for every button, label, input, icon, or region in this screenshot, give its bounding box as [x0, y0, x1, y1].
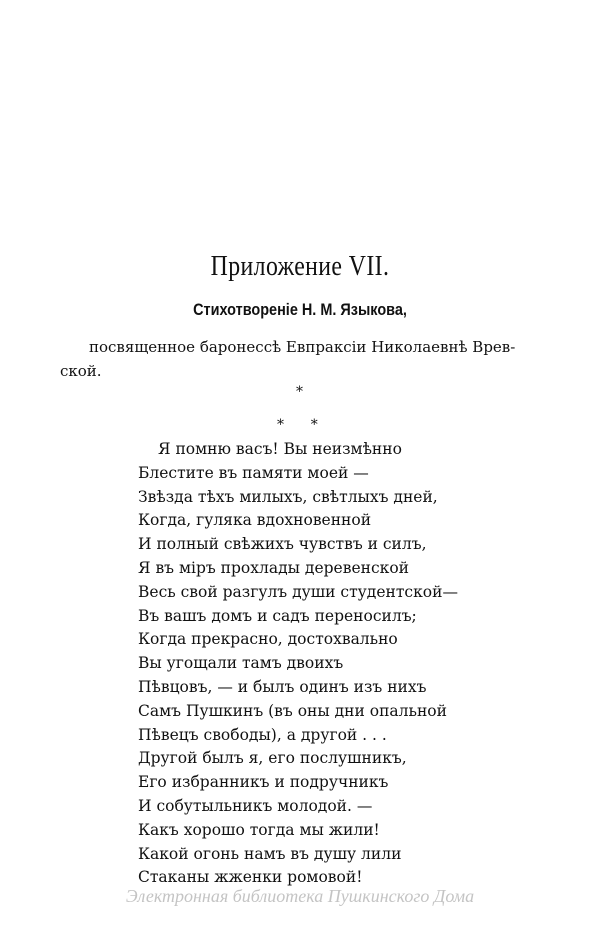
poem-line: Пѣвцовъ, — и былъ одинъ изъ нихъ: [138, 678, 427, 696]
poem-line: Звѣзда тѣхъ милыхъ, свѣтлыхъ дней,: [138, 487, 438, 506]
watermark: Электронная библиотека Пушкинского Дома: [125, 886, 475, 906]
poem-line: Другой былъ я, его послушникъ,: [138, 749, 407, 768]
dedication-line: ской.: [60, 362, 102, 380]
poem-line: Пѣвецъ свободы), а другой . . .: [138, 725, 387, 744]
poem-line: Въ вашъ домъ и садъ переносилъ;: [138, 606, 417, 625]
poem-line: Вы угощали тамъ двоихъ: [138, 654, 344, 673]
poem-line: Я помню васъ! Вы неизмѣнно: [158, 440, 402, 458]
poem-line: И полный свѣжихъ чувствъ и силъ,: [138, 535, 427, 554]
poem-line: Я въ міръ прохлады деревенской: [138, 559, 409, 577]
poem-line: Какой огонь намъ въ душу лили: [138, 844, 402, 863]
poem-line: Весь свой разгулъ души студентской—: [138, 582, 458, 601]
poem-line: И собутыльникъ молодой. —: [138, 797, 373, 815]
poem-subtitle: Стихотвореніе Н. М. Языкова,: [193, 300, 407, 319]
poem-line: Когда прекрасно, достохвально: [138, 630, 398, 649]
poem-line: Его избранникъ и подручникъ: [138, 773, 389, 792]
poem-line: Блестите въ памяти моей —: [138, 463, 369, 482]
appendix-title: Приложение VII.: [210, 250, 390, 282]
ornament-asterisks: * *: [277, 417, 318, 433]
poem-line: Стаканы жженки ромовой!: [138, 868, 363, 887]
poem-line: Когда, гуляка вдохновенной: [138, 511, 372, 530]
poem-line: Какъ хорошо тогда мы жили!: [138, 820, 380, 839]
ornament-asterisk: *: [296, 384, 303, 400]
dedication-line: посвященное баронессѣ Евпраксіи Николаевнѣ Врев-: [89, 338, 516, 356]
poem-line: Самъ Пушкинъ (въ оны дни опальной: [138, 701, 447, 720]
